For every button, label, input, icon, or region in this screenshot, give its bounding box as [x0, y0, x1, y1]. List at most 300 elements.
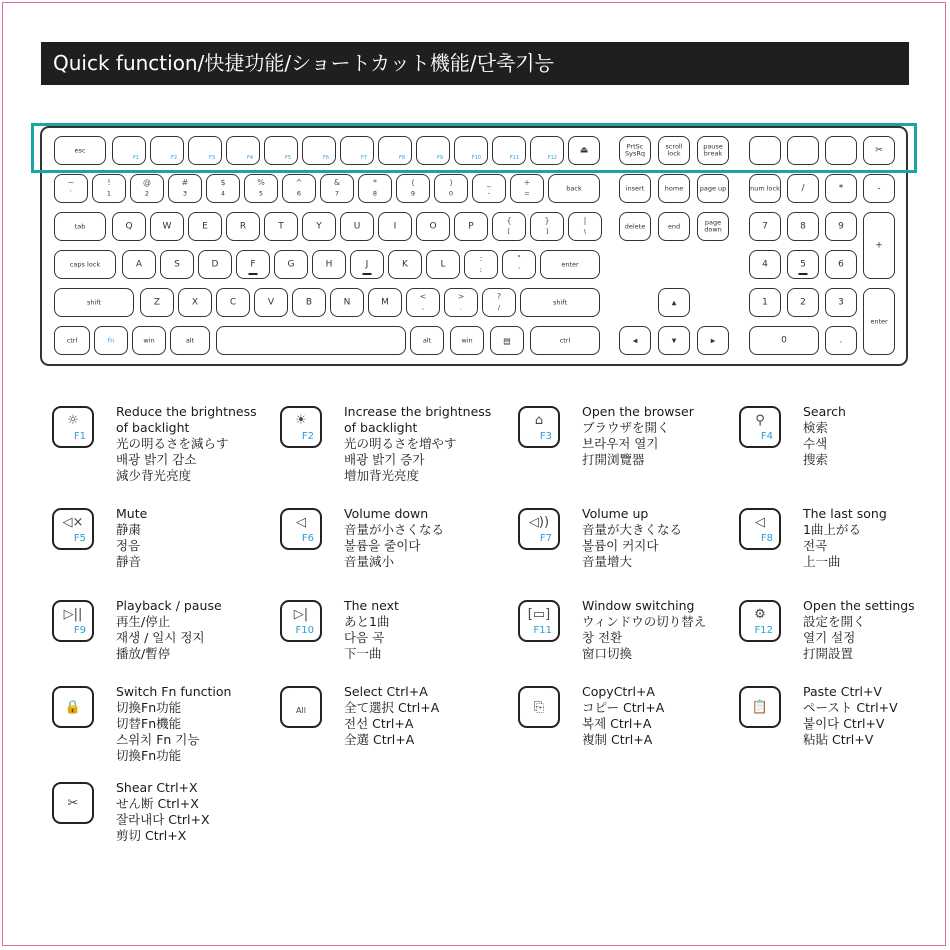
key-u[interactable] — [340, 212, 374, 241]
key-sym-2[interactable] — [482, 288, 516, 317]
description-line: Increase the brightness — [344, 404, 492, 419]
description-line: Reduce the brightness — [116, 404, 257, 419]
key-np-8-label: 8 — [800, 220, 806, 231]
sun-bright-icon: ☀ — [295, 413, 307, 428]
homing-bump — [799, 273, 808, 275]
function-description — [344, 598, 399, 662]
key-home[interactable] — [658, 174, 690, 203]
function-description — [803, 506, 887, 570]
key-j[interactable] — [350, 250, 384, 279]
key-sym-0[interactable] — [406, 288, 440, 317]
key-sym-2-shift-label: ? — [496, 292, 502, 301]
key-f8-fn-label: F8 — [398, 155, 405, 161]
key-s[interactable] — [160, 250, 194, 279]
key-menu-label: ▤ — [503, 335, 511, 345]
function-key-label: F11 — [533, 625, 552, 636]
key-arrow-right[interactable] — [697, 326, 729, 355]
key-enter-label: enter — [561, 259, 579, 268]
key-bracket-1-label: ] — [545, 227, 549, 236]
key-f2-fn-label: F2 — [170, 155, 177, 161]
key-c-label: C — [229, 296, 237, 307]
function-key-label: F5 — [73, 533, 86, 544]
function-key — [739, 600, 781, 642]
key-space[interactable] — [216, 326, 406, 355]
key-arrow-left[interactable] — [619, 326, 651, 355]
key-arrow-down-label: ▼ — [671, 336, 677, 344]
function-description — [803, 684, 898, 748]
key-num-4-shift-label: $ — [220, 178, 226, 187]
key-fn-label: fn — [107, 335, 115, 344]
key-n-label: N — [343, 296, 351, 307]
key-backspace[interactable] — [548, 174, 600, 203]
key-punct-0-label: ; — [479, 265, 483, 274]
previous-icon: ◁ — [755, 515, 765, 530]
description-line: Shear Ctrl+X — [116, 780, 198, 795]
gear-icon: ⚙ — [754, 607, 766, 622]
key-sym-2-label: / — [497, 303, 501, 312]
key-arrow-left-label: ◀ — [632, 336, 638, 344]
key-l[interactable] — [426, 250, 460, 279]
description-line: Open the browser — [582, 404, 694, 419]
key-num-lock[interactable] — [749, 174, 781, 203]
key-np-9-label: 9 — [838, 220, 844, 231]
function-key-label: F6 — [301, 533, 314, 544]
key-ctrl-right[interactable] — [530, 326, 600, 355]
key-np-plus[interactable] — [863, 212, 895, 279]
function-description — [344, 404, 491, 484]
description-line: 잘라내다 Ctrl+X — [116, 812, 210, 827]
description-line: 전곡 — [803, 538, 828, 553]
key-i[interactable] — [378, 212, 412, 241]
description-line: ウィンドウの切り替え — [582, 614, 707, 629]
key-z-label: Z — [153, 296, 161, 307]
function-description — [116, 506, 147, 570]
key-np-multiply-label: * — [838, 182, 844, 193]
key-page-down-label: page down — [704, 218, 722, 234]
key-np-7[interactable] — [749, 212, 781, 241]
key-home-label: home — [664, 183, 684, 192]
description-line: 정음 — [116, 538, 141, 553]
key-prtsc-label: PrtSc SysRq — [624, 142, 645, 158]
description-line: The next — [344, 598, 399, 613]
description-line: 靜音 — [116, 554, 142, 569]
key-sym-1[interactable] — [444, 288, 478, 317]
key-t-label: T — [278, 220, 284, 231]
description-line: 브라우저 열기 — [582, 436, 659, 451]
key-np-2[interactable] — [787, 288, 819, 317]
description-line: 切換Fn功能 — [116, 748, 182, 763]
key-f12-fn-label: F12 — [547, 155, 557, 161]
key-num-11-label: - — [487, 189, 491, 198]
key-punct-1-label: ' — [518, 265, 520, 274]
key-win-left[interactable] — [132, 326, 166, 355]
key-bracket-2[interactable] — [568, 212, 602, 241]
key-i-label: I — [393, 220, 397, 231]
key-arrow-up-label: ▲ — [671, 298, 677, 306]
description-line: Volume down — [344, 506, 429, 521]
key-a[interactable] — [122, 250, 156, 279]
key-bracket-1[interactable] — [530, 212, 564, 241]
key-num-5-shift-label: % — [257, 178, 265, 187]
description-line: 粘貼 Ctrl+V — [803, 732, 874, 747]
key-ctrl-right-label: ctrl — [559, 335, 571, 344]
description-line: 設定を開く — [803, 614, 866, 629]
description-line: 붙이다 Ctrl+V — [803, 716, 885, 731]
key-k[interactable] — [388, 250, 422, 279]
description-line: Open the settings — [803, 598, 915, 613]
description-line: 光の明るさを増やす — [344, 436, 457, 451]
key-a-label: A — [135, 258, 143, 269]
key-z[interactable] — [140, 288, 174, 317]
key-delete-label: delete — [624, 221, 646, 230]
key-np-dot-label: . — [839, 334, 843, 345]
function-key-label: F7 — [539, 533, 552, 544]
key-m[interactable] — [368, 288, 402, 317]
key-bracket-2-shift-label: | — [583, 216, 587, 225]
window-switch-icon: [▭] — [527, 607, 551, 622]
key-bracket-1-shift-label: } — [544, 216, 550, 225]
key-f9-fn-label: F9 — [436, 155, 443, 161]
function-description — [582, 506, 682, 570]
key-num-2[interactable] — [130, 174, 164, 203]
select-all-icon: All — [296, 706, 306, 715]
function-key-label: F10 — [295, 625, 314, 636]
key-np-plus-label: + — [875, 239, 883, 250]
key-insert[interactable] — [619, 174, 651, 203]
key-bracket-0[interactable] — [492, 212, 526, 241]
description-line: せん断 Ctrl+X — [116, 796, 199, 811]
paste-icon: 📋 — [751, 700, 769, 715]
key-np-divide-label: / — [801, 182, 805, 193]
description-line: あと1曲 — [344, 614, 390, 629]
key-ctrl-left-label: ctrl — [66, 335, 78, 344]
function-key — [52, 508, 94, 550]
key-punct-0[interactable] — [464, 250, 498, 279]
description-line: Mute — [116, 506, 148, 521]
home-icon: ⌂ — [534, 413, 544, 428]
function-key — [739, 508, 781, 550]
function-key — [739, 686, 781, 728]
key-enter[interactable] — [540, 250, 600, 279]
function-key-label: F3 — [539, 431, 552, 442]
description-line: 재생 / 일시 정지 — [116, 630, 205, 645]
function-key — [518, 508, 560, 550]
key-num-9-shift-label: ( — [411, 178, 415, 187]
description-line: CopyCtrl+A — [582, 684, 655, 699]
key-np-0-label: 0 — [781, 334, 787, 345]
description-line: Volume up — [582, 506, 649, 521]
description-line: 音量が大きくなる — [582, 522, 683, 537]
description-line: 剪切 Ctrl+X — [116, 828, 187, 843]
key-num-3-label: 3 — [182, 189, 188, 198]
key-np-9[interactable] — [825, 212, 857, 241]
description-line: 복제 Ctrl+A — [582, 716, 652, 731]
description-line: Search — [803, 404, 846, 419]
play-pause-icon: ▷|| — [63, 607, 83, 622]
key-d[interactable] — [198, 250, 232, 279]
function-key — [739, 406, 781, 448]
description-line: 열기 설정 — [803, 630, 856, 645]
description-line: 複制 Ctrl+A — [582, 732, 653, 747]
key-num-5[interactable] — [244, 174, 278, 203]
description-line: 전선 Ctrl+A — [344, 716, 414, 731]
description-line: The last song — [803, 506, 887, 521]
key-num-0-label: ` — [69, 189, 73, 198]
key-num-7-shift-label: & — [333, 178, 341, 187]
function-description — [803, 598, 915, 662]
key-h[interactable] — [312, 250, 346, 279]
key-win-left-label: win — [143, 335, 155, 344]
key-h-label: H — [325, 258, 333, 269]
key-num-1[interactable] — [92, 174, 126, 203]
key-num-12-label: = — [524, 189, 530, 198]
search-icon: ⚲ — [755, 413, 765, 428]
key-punct-0-shift-label: : — [479, 254, 483, 263]
description-line: 音量が小さくなる — [344, 522, 445, 537]
key-tab[interactable] — [54, 212, 106, 241]
key-np-0[interactable] — [749, 326, 819, 355]
key-bracket-0-shift-label: { — [506, 216, 512, 225]
volume-up-icon: ◁)) — [528, 515, 550, 530]
key-u-label: U — [353, 220, 361, 231]
key-delete[interactable] — [619, 212, 651, 241]
function-key — [280, 686, 322, 728]
description-line: 搜索 — [803, 452, 829, 467]
key-v-label: V — [267, 296, 275, 307]
key-e[interactable] — [188, 212, 222, 241]
key-p-label: P — [468, 220, 474, 231]
key-g[interactable] — [274, 250, 308, 279]
description-line: Switch Fn function — [116, 684, 232, 699]
lock-icon: 🔒 — [64, 700, 82, 715]
function-description — [116, 598, 222, 662]
key-f11-fn-label: F11 — [509, 155, 519, 161]
key-d-label: D — [211, 258, 219, 269]
key-r[interactable] — [226, 212, 260, 241]
key-menu[interactable] — [490, 326, 524, 355]
key-shift-right-label: shift — [552, 297, 568, 306]
key-ctrl-left[interactable] — [54, 326, 90, 355]
key-q-label: Q — [125, 220, 133, 231]
description-line: 볼륨을 줄이다 — [344, 538, 421, 553]
key-f7-fn-label: F7 — [360, 155, 367, 161]
key-b-label: B — [305, 296, 313, 307]
key-num-10[interactable] — [434, 174, 468, 203]
function-description — [116, 780, 210, 844]
key-num-12[interactable] — [510, 174, 544, 203]
key-num-0-shift-label: ~ — [67, 178, 75, 187]
key-alt-right-label: alt — [422, 335, 432, 344]
function-key-label: F12 — [754, 625, 773, 636]
key-shift-right[interactable] — [520, 288, 600, 317]
key-num-8-label: 8 — [372, 189, 378, 198]
key-np-enter-label: enter — [870, 316, 888, 325]
function-key — [52, 406, 94, 448]
key-np-enter[interactable] — [863, 288, 895, 355]
key-np-divide[interactable] — [787, 174, 819, 203]
key-p[interactable] — [454, 212, 488, 241]
key-caps-lock[interactable] — [54, 250, 116, 279]
key-num-lock-label: num lock — [750, 183, 780, 192]
key-y[interactable] — [302, 212, 336, 241]
key-np-multiply[interactable] — [825, 174, 857, 203]
key-np-2-label: 2 — [800, 296, 806, 307]
description-line: 全て選択 Ctrl+A — [344, 700, 440, 715]
function-key — [52, 782, 94, 824]
next-icon: ▷| — [293, 607, 309, 622]
description-line: 窗口切換 — [582, 646, 633, 661]
key-np-5[interactable] — [787, 250, 819, 279]
key-num-7[interactable] — [320, 174, 354, 203]
volume-down-icon: ◁ — [296, 515, 306, 530]
key-f10-fn-label: F10 — [471, 155, 481, 161]
function-key-label: F4 — [760, 431, 773, 442]
key-alt-left[interactable] — [170, 326, 210, 355]
key-caps-lock-label: caps lock — [69, 259, 101, 268]
key-num-3[interactable] — [168, 174, 202, 203]
key-y-label: Y — [316, 220, 322, 231]
key-np-dot[interactable] — [825, 326, 857, 355]
key-np-6[interactable] — [825, 250, 857, 279]
key-np-minus[interactable] — [863, 174, 895, 203]
key-f-label: F — [250, 258, 256, 269]
key-sym-0-shift-label: < — [419, 292, 427, 301]
key-w[interactable] — [150, 212, 184, 241]
key-num-4[interactable] — [206, 174, 240, 203]
key-insert-label: insert — [625, 183, 645, 192]
key-num-10-shift-label: ) — [449, 178, 453, 187]
key-np-8[interactable] — [787, 212, 819, 241]
key-esc-label: esc — [74, 145, 86, 154]
key-f1-fn-label: F1 — [132, 155, 139, 161]
description-line: 다음 곡 — [344, 630, 385, 645]
key-l-label: L — [440, 258, 446, 269]
key-np-5-label: 5 — [800, 258, 806, 269]
description-line: 打開浏覽器 — [582, 452, 645, 467]
key-num-8[interactable] — [358, 174, 392, 203]
key-q[interactable] — [112, 212, 146, 241]
page-title: Quick function/快捷功能/ショートカット機能/단축기능 — [41, 42, 909, 85]
key-num-9[interactable] — [396, 174, 430, 203]
description-line: Select Ctrl+A — [344, 684, 428, 699]
function-key-label: F9 — [73, 625, 86, 636]
key-np-3-label: 3 — [838, 296, 844, 307]
key-fn[interactable] — [94, 326, 128, 355]
key-arrow-up[interactable] — [658, 288, 690, 317]
key-t[interactable] — [264, 212, 298, 241]
key-lock-label: ⏏ — [579, 144, 589, 155]
description-line: 播放/暫停 — [116, 646, 171, 661]
key-alt-right[interactable] — [410, 326, 444, 355]
key-shift-left[interactable] — [54, 288, 134, 317]
key-alt-left-label: alt — [185, 335, 195, 344]
key-num-12-shift-label: + — [523, 178, 531, 187]
key-punct-1[interactable] — [502, 250, 536, 279]
description-line: 1曲上がる — [803, 522, 861, 537]
key-num-9-label: 9 — [410, 189, 416, 198]
homing-bump — [249, 273, 258, 275]
description-line: 창 전환 — [582, 630, 623, 645]
function-description — [582, 598, 706, 662]
key-bracket-0-label: [ — [507, 227, 511, 236]
key-page-up[interactable] — [697, 174, 729, 203]
key-num-0[interactable] — [54, 174, 88, 203]
key-f[interactable] — [236, 250, 270, 279]
key-arrow-down[interactable] — [658, 326, 690, 355]
key-v[interactable] — [254, 288, 288, 317]
key-np-3[interactable] — [825, 288, 857, 317]
key-end[interactable] — [658, 212, 690, 241]
key-num-10-label: 0 — [448, 189, 454, 198]
key-k-label: K — [402, 258, 408, 269]
key-num-2-label: 2 — [144, 189, 150, 198]
key-num-6-label: 6 — [296, 189, 302, 198]
key-num-7-label: 7 — [334, 189, 340, 198]
description-line: ペースト Ctrl+V — [803, 700, 898, 715]
key-g-label: G — [287, 258, 295, 269]
key-num-5-label: 5 — [258, 189, 264, 198]
description-line: 打開設置 — [803, 646, 854, 661]
key-num-11-shift-label: _ — [487, 178, 491, 187]
key-b[interactable] — [292, 288, 326, 317]
key-page-down[interactable] — [697, 212, 729, 241]
function-key — [52, 686, 94, 728]
description-line: 볼륨이 커지다 — [582, 538, 659, 553]
key-num-11[interactable] — [472, 174, 506, 203]
key-mm4-label: ✂ — [875, 144, 883, 155]
key-x[interactable] — [178, 288, 212, 317]
key-num-6[interactable] — [282, 174, 316, 203]
key-x-label: X — [191, 296, 199, 307]
key-shift-left-label: shift — [86, 297, 102, 306]
function-key-label: F1 — [73, 431, 86, 442]
key-np-6-label: 6 — [838, 258, 844, 269]
key-num-1-label: 1 — [106, 189, 112, 198]
key-win-right[interactable] — [450, 326, 484, 355]
key-arrow-right-label: ▶ — [710, 336, 716, 344]
function-key-label: F2 — [301, 431, 314, 442]
description-line: 下一曲 — [344, 646, 382, 661]
function-key — [518, 686, 560, 728]
description-line: 検索 — [803, 420, 829, 435]
key-end-label: end — [667, 221, 681, 230]
sun-dim-icon: ☼ — [67, 413, 79, 428]
key-c[interactable] — [216, 288, 250, 317]
key-e-label: E — [202, 220, 208, 231]
description-line: コピー Ctrl+A — [582, 700, 665, 715]
key-np-1[interactable] — [749, 288, 781, 317]
description-line: 静粛 — [116, 522, 142, 537]
mute-icon: ◁× — [62, 515, 84, 530]
description-line: 切替Fn機能 — [116, 716, 182, 731]
description-line: 스위치 Fn 기능 — [116, 732, 200, 747]
key-f6-fn-label: F6 — [322, 155, 329, 161]
function-key — [280, 508, 322, 550]
key-o[interactable] — [416, 212, 450, 241]
function-description — [582, 684, 664, 748]
key-num-6-shift-label: ^ — [295, 178, 303, 187]
function-description — [116, 684, 231, 764]
function-key — [52, 600, 94, 642]
key-f5-fn-label: F5 — [284, 155, 291, 161]
key-win-right-label: win — [461, 335, 473, 344]
key-backspace-label: back — [566, 183, 582, 192]
key-f4-fn-label: F4 — [246, 155, 253, 161]
key-np-4[interactable] — [749, 250, 781, 279]
key-w-label: W — [162, 220, 172, 231]
key-n[interactable] — [330, 288, 364, 317]
description-line: of backlight — [116, 420, 190, 435]
